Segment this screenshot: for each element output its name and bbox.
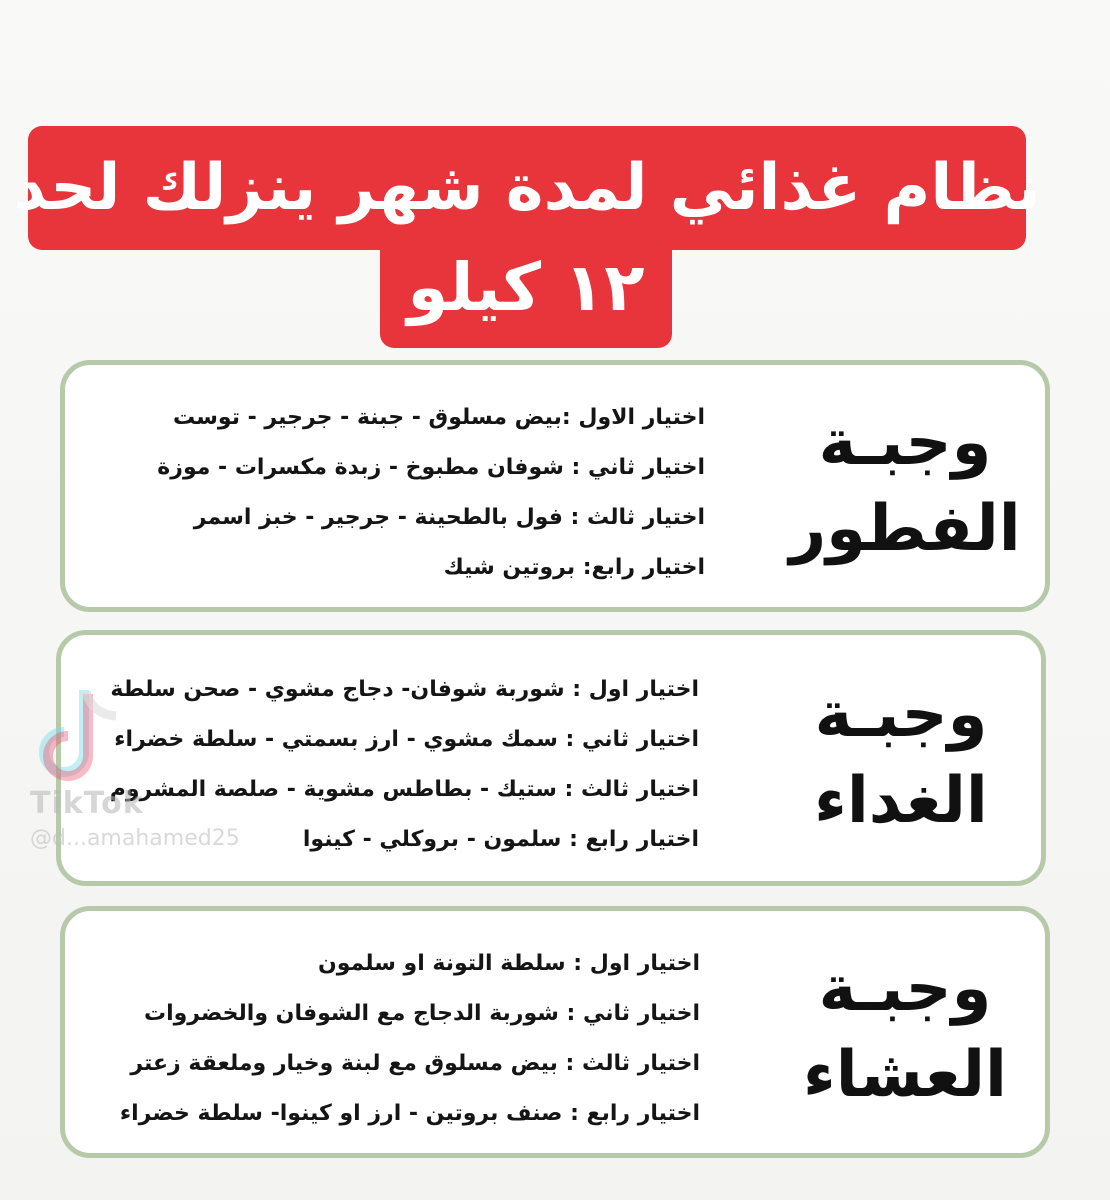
meal-option: اختيار رابع: بروتين شيك xyxy=(443,555,705,580)
meal-card-dinner xyxy=(60,906,1050,1158)
meal-card-lunch xyxy=(56,630,1046,886)
title-line-2: ١٢ كيلو xyxy=(407,249,645,326)
meal-option: اختيار ثالث : ستيك - بطاطس مشوية - صلصة المشروم xyxy=(109,777,699,802)
meal-name-dinner xyxy=(795,911,1015,1153)
title-line-1: نظام غذائي لمدة شهر ينزلك لحد xyxy=(13,151,1041,225)
meal-name-line-1: وجبـة xyxy=(818,951,992,1026)
meal-name-line-2: الغداء xyxy=(814,764,988,838)
meal-options-list xyxy=(79,665,699,865)
meal-name-line-2: الفطور xyxy=(789,492,1021,566)
meal-options-list xyxy=(80,939,700,1139)
meal-name-lunch xyxy=(791,635,1011,881)
meal-option: اختيار ثالث : بيض مسلوق مع لبنة وخيار وملعقة زعتر xyxy=(130,1051,700,1076)
meal-option: اختيار ثاني : شوفان مطبوخ - زبدة مكسرات - موزة xyxy=(157,455,705,480)
meal-option: اختيار الاول :بيض مسلوق - جبنة - جرجير - توست xyxy=(173,405,705,430)
meal-name-line-1: وجبـة xyxy=(818,405,992,480)
meal-option: اختيار ثاني : سمك مشوي - ارز بسمتي - سلطة خضراء xyxy=(114,727,699,752)
meal-option: اختيار اول : شوربة شوفان- دجاج مشوي - صحن سلطة xyxy=(110,677,699,702)
watermark-brand: TikTok xyxy=(30,786,144,821)
meal-name-line-2: العشاء xyxy=(803,1038,1007,1112)
meal-option: اختيار ثالث : فول بالطحينة - جرجير - خبز اسمر xyxy=(193,505,705,530)
watermark-handle: @d...amahamed25 xyxy=(30,826,240,851)
meal-option: اختيار اول : سلطة التونة او سلمون xyxy=(317,951,700,976)
meal-option: اختيار ثاني : شوربة الدجاج مع الشوفان والخضروات xyxy=(143,1001,700,1026)
title-banner xyxy=(13,126,1041,250)
meal-option: اختيار رابع : سلمون - بروكلي - كينوا xyxy=(302,827,699,852)
meal-option: اختيار رابع : صنف بروتين - ارز او كينوا- سلطة خضراء xyxy=(119,1101,700,1126)
meal-card-breakfast xyxy=(60,360,1050,612)
meal-name-line-1: وجبـة xyxy=(814,677,988,752)
meal-name-breakfast xyxy=(789,365,1021,607)
title-banner-tab xyxy=(380,236,672,348)
meal-options-list xyxy=(85,393,705,593)
